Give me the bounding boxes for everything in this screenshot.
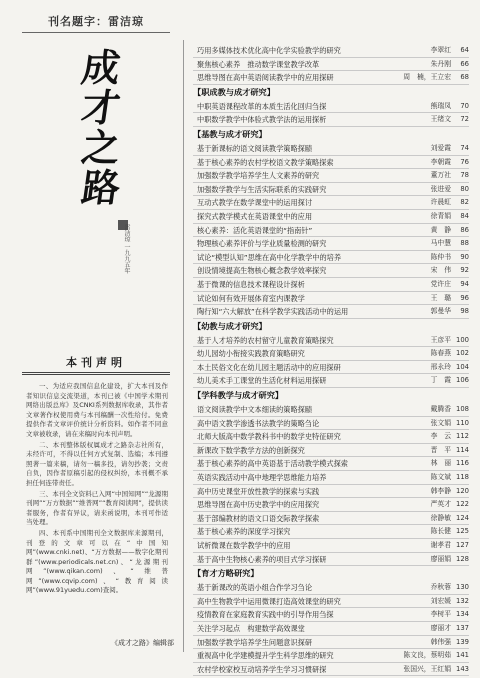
toc-entry-author: 张国兴，王红娟 (403, 664, 451, 673)
toc-entry-title: 探究式教学模式在英语课堂中的应用 (197, 211, 313, 221)
notice-rule (22, 372, 170, 373)
toc-entry[interactable] (193, 581, 469, 595)
toc-entry[interactable] (193, 512, 469, 526)
toc-entry[interactable] (193, 169, 469, 183)
toc-entry[interactable] (193, 498, 469, 512)
toc-entry[interactable] (193, 608, 469, 622)
notice-paragraph: 四、本刊系中国期刊全文数据库来源期刊，刊登的文章可以在“中国知网”(www.cnki.net)、“万方数据——数字化期刊群”(www.periodicals.net.cn)、“龙源期刊网”(www.qikan.com)、“维普网”(www.cqvip.com)、“教育阅读网”(www.91yuedu.com)查阅。 (26, 528, 168, 595)
toc-entry-page: 84 (460, 211, 469, 220)
toc-entry-page: 72 (460, 115, 469, 124)
toc-entry[interactable] (193, 430, 469, 444)
toc-entry-title: 核心素养：活化英语课堂的“指南针” (197, 225, 313, 235)
toc-entry[interactable] (193, 210, 469, 224)
toc-entry-title: 基于新课标的语文阅读教学策略探赜 (197, 143, 313, 153)
toc-entry-title: 中职英语课程改革的本质生活化回归刍探 (197, 101, 327, 111)
editor-signature: 《成才之路》编辑部 (111, 639, 174, 647)
toc-entry[interactable] (193, 237, 469, 251)
toc-entry[interactable] (193, 417, 469, 431)
toc-entry[interactable] (193, 649, 469, 663)
toc-entry-page: 139 (456, 637, 469, 646)
toc-entry-page: 141 (456, 651, 469, 660)
toc-entry-author: 乔秋蓉 (430, 583, 451, 592)
toc-entry-author: 许晨虹 (430, 198, 451, 207)
toc-entry-author: 王彦平 (430, 335, 451, 344)
toc-entry-page: 102 (456, 349, 469, 358)
toc-entry-author: 张文娟 (430, 418, 451, 427)
toc-entry[interactable] (193, 374, 469, 388)
toc-entry-author: 陈文斌 (430, 473, 451, 482)
toc-entry-title: 基于核心素养的深度学习探究 (197, 527, 291, 537)
toc-entry-author: 丁 霞 (430, 376, 451, 385)
toc-entry-title: 加强数学教学培养学生人文素养的研究 (197, 171, 320, 181)
toc-entry-title: 疫情教育在家庭教育实践中的引导作用刍探 (197, 610, 334, 620)
toc-entry[interactable] (193, 525, 469, 539)
toc-entry-author: 陈春燕 (430, 349, 451, 358)
toc-entry-author: 邢永玲 (430, 362, 451, 371)
toc-section-heading: 【学科教学与成才研究】 (193, 390, 284, 401)
toc-entry[interactable] (193, 142, 469, 156)
toc-entry-title: 加强数学教学与生活实际联系的实践研究 (197, 184, 327, 194)
toc-entry[interactable] (193, 539, 469, 553)
toc-entry-title: 英语实践活动中高中地理学思维能力培养 (197, 473, 327, 483)
toc-entry-page: 137 (456, 623, 469, 632)
calligraphy-char: 之 (78, 125, 124, 170)
toc-entry[interactable] (193, 403, 469, 417)
toc-entry-title: 高中语文教学渗透书法教学的策略刍论 (197, 418, 320, 428)
toc-entry-author: 韩李静 (430, 486, 451, 495)
calligraphy-char: 才 (78, 85, 124, 130)
notice-paragraph: 二、本刊整体版权属成才之路杂志社所有，未经许可，不得以任何方式复制、选编；本刊遵照著一篇来稿，请勿一稿多投，请勿抄袭；文责自负，因作者原稿引起的侵权纠纷，本刊概不承担任何连带责任。 (26, 440, 168, 487)
toc-entry-author: 徐静敏 (430, 513, 451, 522)
toc-entry-title: 新课改下数学教学方法的创新探究 (197, 445, 305, 455)
toc-entry[interactable] (193, 58, 469, 72)
toc-section-heading: 【育才方略研究】 (193, 568, 259, 579)
column-divider (183, 40, 184, 652)
toc-entry-page: 76 (460, 157, 469, 166)
toc-entry-page: 78 (460, 171, 469, 180)
toc-entry-author: 陈仲书 (430, 252, 451, 261)
toc-entry-author: 马中慧 (430, 239, 451, 248)
toc-entry-page: 74 (460, 143, 469, 152)
toc-entry-author: 朱丹刚 (430, 59, 451, 68)
toc-entry[interactable] (193, 471, 469, 485)
toc-entry-page: 122 (456, 500, 469, 509)
toc-entry-page: 90 (460, 252, 469, 261)
toc-entry-author: 王 璐 (430, 293, 451, 302)
toc-entry-title: 物理核心素养评价与学业质量检测的研究 (197, 239, 327, 249)
toc-entry[interactable] (193, 224, 469, 238)
toc-entry-title: 本土民俗文化在幼儿园主题活动中的应用探研 (197, 362, 341, 372)
toc-entry-title: 思维导图在高中历史教学中的应用探究 (197, 500, 320, 510)
toc-entry-title: 幼儿美术手工课堂的生活化材料运用探研 (197, 376, 327, 386)
notice-body (26, 382, 168, 597)
toc-entry-author: 黄 静 (430, 225, 451, 234)
toc-entry[interactable] (193, 251, 469, 265)
toc-entry[interactable] (193, 595, 469, 609)
toc-entry[interactable] (193, 663, 469, 677)
toc-entry-page: 66 (460, 59, 469, 68)
left-column (16, 14, 176, 664)
toc-entry-author: 廖丽才 (430, 623, 451, 632)
toc-entry-page: 112 (456, 432, 469, 441)
toc-entry-title: 试论“模型认知”思维在高中化学教学中的培养 (197, 252, 342, 262)
toc-entry[interactable] (193, 457, 469, 471)
toc-entry-page: 98 (460, 307, 469, 316)
toc-entry-title: 基于人才培养的农村留守儿童教育策略探究 (197, 335, 334, 345)
toc-entry-title: 北师大版高中数学教科书中的数学史特征研究 (197, 432, 341, 442)
toc-entry-title: 基于高中生物核心素养的项目式学习探研 (197, 554, 327, 564)
toc-entry-page: 108 (456, 405, 469, 414)
toc-entry-page: 128 (456, 554, 469, 563)
toc-entry-title: 陶行知“六大解放”在科学教学实践活动中的运用 (197, 307, 349, 317)
toc-entry-author: 李翠红 (430, 46, 451, 54)
toc-entry-author: 徐青娟 (430, 211, 451, 220)
toc-entry[interactable] (193, 183, 469, 197)
toc-entry-title: 基于部编教材的语文口语交际教学探索 (197, 513, 320, 523)
notice-paragraph: 三、本刊全文资料已入网“中国知网”“龙源期刊网”“万方数据”“维普网”“教育阅读网”，提供读者服务，作者有异议，请来函说明，本刊可作适当处理。 (26, 489, 168, 527)
toc-entry-page: 88 (460, 239, 469, 248)
toc-entry[interactable] (193, 485, 469, 499)
toc-section-heading: 【幼教与成才研究】 (193, 320, 267, 331)
toc-entry-author: 郭曼华 (430, 307, 451, 316)
toc-entry-author: 董万社 (430, 171, 451, 180)
toc-entry-page: 143 (456, 664, 469, 673)
toc-entry[interactable] (193, 156, 469, 170)
toc-entry[interactable] (193, 113, 469, 127)
toc-entry-author: 韩伟强 (430, 637, 451, 646)
toc-entry-title: 试析微课在数学教学中的应用 (197, 541, 291, 550)
toc-entry[interactable] (193, 347, 469, 361)
toc-entry-title: 语文阅读教学中文本细读的策略探赜 (197, 405, 313, 415)
toc-entry-author: 李树平 (430, 610, 451, 619)
toc-entry-title: 高中历史课堂开放性教学的探索与实践 (197, 486, 320, 496)
toc-entry-author: 党许庄 (430, 279, 451, 288)
toc-entry-page: 80 (460, 184, 469, 193)
toc-entry[interactable] (193, 278, 469, 292)
toc-entry[interactable] (193, 444, 469, 458)
toc-entry[interactable] (193, 196, 469, 210)
toc-entry-page: 104 (456, 362, 469, 371)
toc-entry-page: 96 (460, 293, 469, 302)
toc-entry-page: 114 (456, 445, 469, 454)
calligraphy-title (78, 45, 124, 210)
notice-title: 本刊声明 (66, 356, 126, 369)
toc-entry-page: 125 (456, 527, 469, 536)
toc-entry[interactable] (193, 100, 469, 114)
toc-entry-title: 思维导图在高中英语阅读教学中的应用探研 (197, 73, 334, 83)
toc-entry-author: 廖丽娟 (430, 554, 451, 563)
toc-entry-title: 农村学校家校互动培养学生学习习惯研探 (197, 664, 327, 674)
toc-entry-author: 李朝霞 (430, 157, 451, 166)
toc-entry[interactable] (193, 636, 469, 650)
calligraphy-signature: 雷洁琼 一九九五年 (123, 224, 130, 274)
toc-entry-title: 重视高中化学建模提升学生科学思维的研究 (197, 651, 334, 661)
toc-entry-page: 92 (460, 266, 469, 275)
toc-entry[interactable] (193, 334, 469, 348)
toc-entry-author: 戴腾香 (430, 405, 451, 414)
toc-entry[interactable] (193, 361, 469, 375)
toc-entry-author: 林 丽 (430, 459, 451, 468)
toc-entry-title: 基于微课的信息技术课程设计探析 (197, 279, 305, 289)
toc-entry-author: 周 楠，王立宏 (403, 73, 451, 82)
toc-entry-page: 134 (456, 610, 469, 619)
toc-entry-title: 聚焦核心素养 推动数学课堂教学改革 (197, 59, 320, 69)
toc-entry-page: 64 (460, 46, 469, 54)
toc-entry-page: 120 (456, 486, 469, 495)
toc-entry-page: 118 (456, 473, 469, 482)
toc-entry[interactable] (193, 292, 469, 306)
toc-entry-author: 宋 伟 (430, 266, 451, 275)
toc-entry-title: 高中生物教学中运用微课打造高效课堂的研究 (197, 596, 341, 606)
toc-entry-title: 幼儿园幼小衔接实践教育策略研究 (197, 349, 305, 359)
toc-entry-page: 116 (456, 459, 469, 468)
toc-entry-title: 基于核心素养的高中英语基于活动教学模式探索 (197, 459, 348, 469)
toc-entry-author: 刘宏媛 (430, 596, 451, 605)
toc-entry-page: 94 (460, 279, 469, 288)
toc-entry-page: 127 (456, 541, 469, 549)
toc-entry-author: 熊瑞凤 (430, 101, 451, 110)
masthead-rule (22, 32, 170, 33)
toc-entry-author: 严英才 (430, 500, 451, 509)
toc-entry-page: 106 (456, 376, 469, 385)
toc-entry-page: 82 (460, 198, 469, 207)
toc-section-heading: 【基教与成才研究】 (193, 128, 267, 139)
toc-entry-page: 130 (456, 583, 469, 592)
toc-entry-page: 110 (456, 418, 469, 427)
toc-entry-title: 巧用多媒体技术优化高中化学实验教学的研究 (197, 46, 341, 55)
toc-entry-page: 70 (460, 101, 469, 110)
toc-entry-page: 124 (456, 513, 469, 522)
toc-entry-title: 基于新课改的英语小组合作学习刍论 (197, 583, 313, 593)
toc-entry-title: 中职数学教学中体验式教学法的运用探析 (197, 115, 327, 125)
toc-entry-author: 谢孝君 (430, 541, 451, 549)
toc-entry-page: 132 (456, 596, 469, 605)
toc-entry-author: 陈文良，蔡明茹 (403, 651, 451, 660)
masthead-label: 刊名题字：雷洁琼 (48, 15, 144, 28)
notice-paragraph: 一、为适应我国信息化建设，扩大本刊及作者知识信息交流渠道，本刊已被《中国学术期刊网络出版总库》及CNKI系列数据库收录，其作者文章著作权使用费与本刊稿酬一次性给付。免费提供作者文章评价统计分析资料。如作者不同意文章被收录，请在来稿时向本刊声明。 (26, 382, 168, 438)
toc-entry[interactable] (193, 44, 469, 58)
calligraphy-char: 路 (78, 165, 124, 210)
toc-entry[interactable] (193, 553, 469, 567)
toc-entry[interactable] (193, 71, 469, 85)
toc-entry-title: 加强数学教学培养学生问题意识探研 (197, 637, 313, 647)
toc-entry-author: 刘爱霞 (430, 143, 451, 152)
toc-entry-author: 晋 平 (430, 445, 451, 454)
toc-entry-title: 关注学习起点 构建数学高效课堂 (197, 623, 305, 633)
toc-entry[interactable] (193, 622, 469, 636)
toc-entry[interactable] (193, 264, 469, 278)
toc-entry-author: 张进爱 (430, 184, 451, 193)
toc-entry-page: 86 (460, 225, 469, 234)
toc-entry-page: 100 (456, 335, 469, 344)
toc-entry-title: 试论如何有效开展体育室内课教学 (197, 293, 305, 303)
toc-entry-title: 基于核心素养的农村学校语文教学策略探索 (197, 157, 334, 167)
calligraphy-char: 成 (78, 45, 124, 90)
toc-entry[interactable] (193, 305, 469, 319)
toc-section-heading: 【职成教与成才研究】 (193, 86, 275, 97)
notice-rule (22, 374, 170, 375)
toc-entry-author: 李 云 (430, 432, 451, 441)
toc-entry-author: 王绪文 (430, 115, 451, 124)
toc-entry-title: 互动式教学在数学课堂中的运用探讨 (197, 198, 313, 208)
toc-entry-author: 陈长健 (430, 527, 451, 536)
toc-entry-title: 创设情境提高生物核心概念教学效率探究 (197, 266, 327, 276)
table-of-contents (193, 44, 469, 676)
toc-entry-page: 68 (460, 73, 469, 82)
